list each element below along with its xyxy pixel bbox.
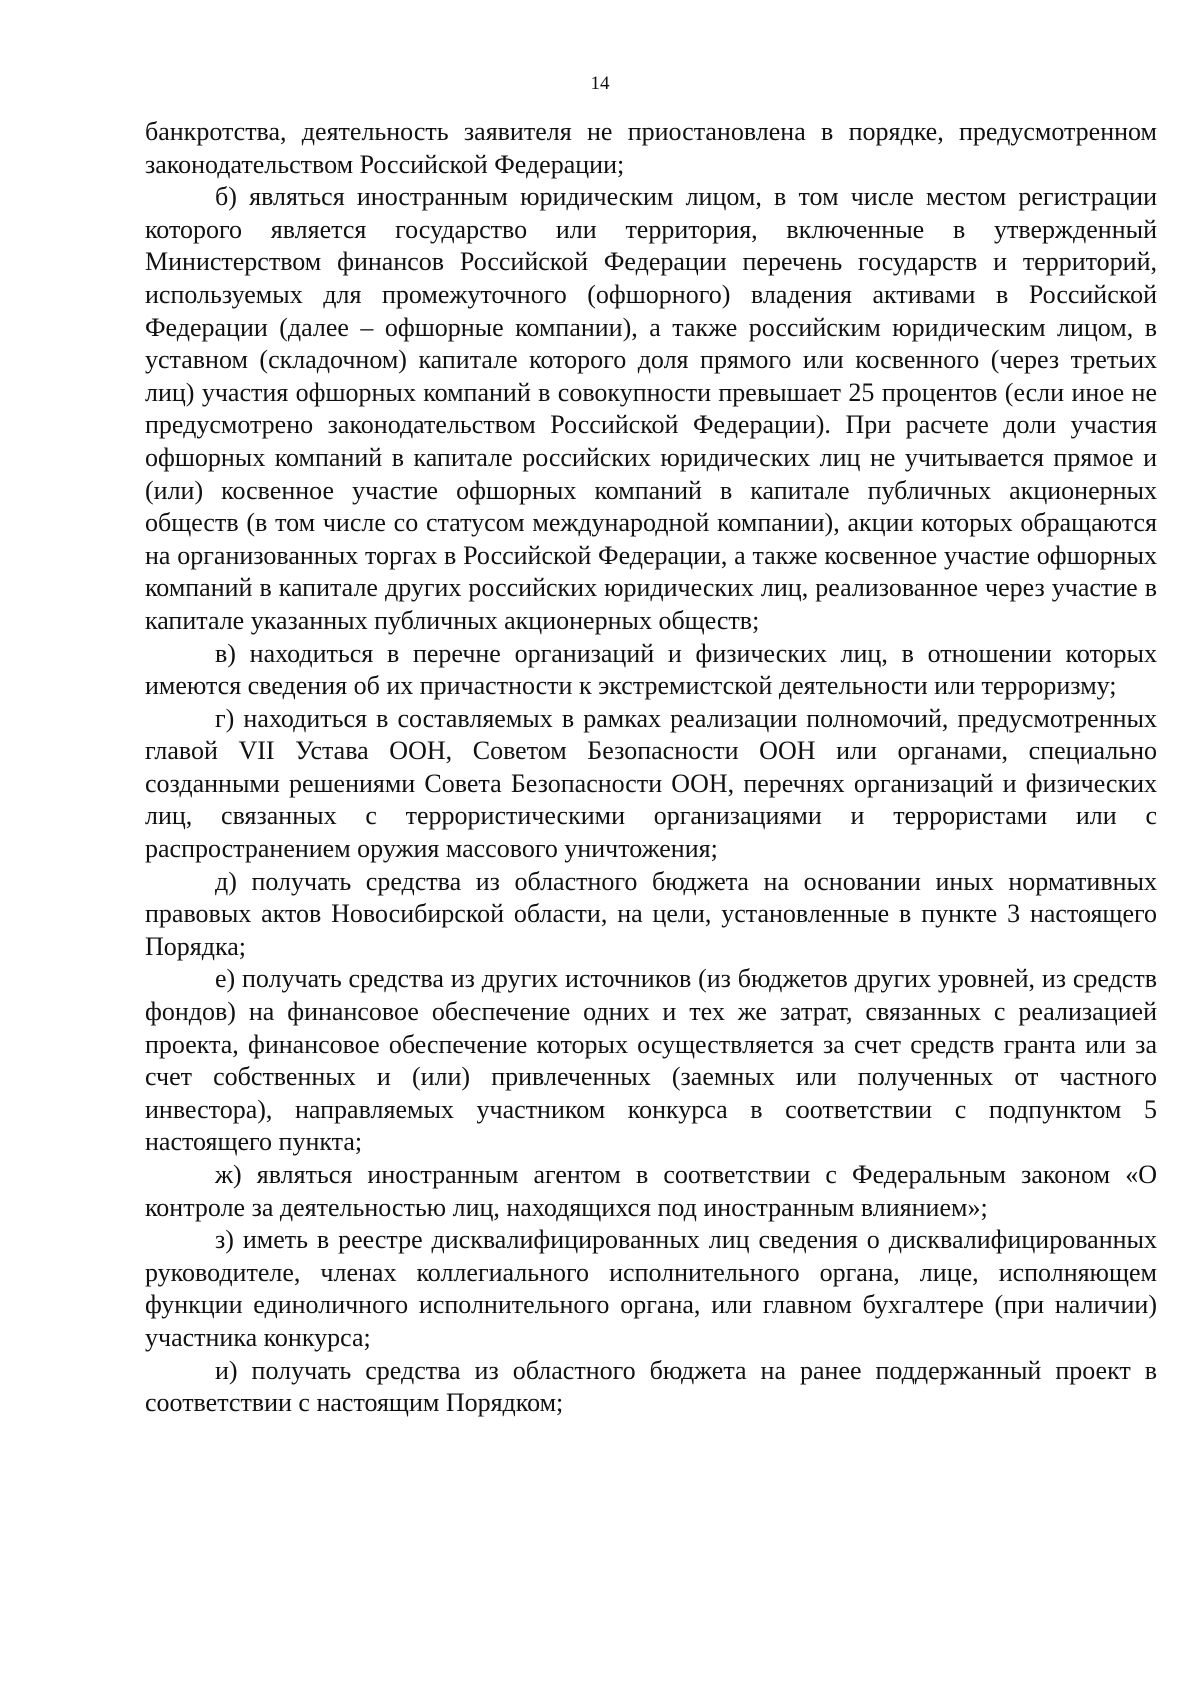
paragraph-item-v: в) находиться в перечне организаций и физических лиц, в отношении которых имеются сведения об их причастности к экстремистской деятельности или терроризму;: [145, 638, 1157, 701]
paragraph-item-e: е) получать средства из других источников (из бюджетов других уровней, из средств фондов) на финансовое обеспечение одних и тех же затрат, связанных с реализацией проекта, финансовое обеспечение которых осуществляется за счет средств гранта или за счет собственных и (или) привлеченных (заемных или полученных от частного инвестора), направляемых участником конкурса в соответствии с подпунктом 5 настоящего пункта;: [145, 964, 1157, 1157]
paragraph-item-z: з) иметь в реестре дисквалифицированных лиц сведения о дисквалифицированных руководителе, членах коллегиального исполнительного органа, лице, исполняющем функции единоличного исполнительного органа, или главном бухгалтере (при наличии) участника конкурса;: [145, 1225, 1157, 1352]
paragraph-item-d: д) получать средства из областного бюджета на основании иных нормативных правовых актов Новосибирской области, на цели, установленные в пункте 3 настоящего Порядка;: [145, 866, 1157, 961]
page-number: 14: [590, 73, 610, 94]
paragraph-item-g: г) находиться в составляемых в рамках реализации полномочий, предусмотренных главой VII Устава ООН, Советом Безопасности ООН или органами, специально созданными решениями Совета Безопасности ООН, перечнях организаций и физических лиц, связанных с террористическими организациями и террористами или с распространением оружия массового уничтожения;: [145, 703, 1157, 864]
paragraph-item-b: б) являться иностранным юридическим лицом, в том числе местом регистрации которого является государство или территория, включенные в утвержденный Министерством финансов Российской Федерации перечень государств и территорий, используемых для промежуточного (офшорного) владения активами в Российской Федерации (далее – офшорные компании), а также российским юридическим лицом, в уставном (складочном) капитале которого доля прямого или косвенного (через третьих лиц) участия офшорных компаний в совокупности превышает 25 процентов (если иное не предусмотрено законодательством Российской Федерации). При расчете доли участия офшорных компаний в капитале российских юридических лиц не учитывается прямое и (или) косвенное участие офшорных компаний в капитале публичных акционерных обществ (в том числе со статусом международной компании), акции которых обращаются на организованных торгах в Российской Федерации, а также косвенное участие офшорных компаний в капитале других российских юридических лиц, реализованное через участие в капитале указанных публичных акционерных обществ;: [145, 182, 1157, 635]
paragraph-item-i: и) получать средства из областного бюджета на ранее поддержанный проект в соответствии с настоящим Порядком;: [145, 1355, 1157, 1418]
paragraph-continuation: банкротства, деятельность заявителя не приостановлена в порядке, предусмотренном законодательством Российской Федерации;: [145, 117, 1157, 179]
paragraph-item-zh: ж) являться иностранным агентом в соответствии с Федеральным законом «О контроле за деятельностью лиц, находящихся под иностранным влиянием»;: [145, 1160, 1157, 1222]
document-body: [145, 116, 1157, 1420]
